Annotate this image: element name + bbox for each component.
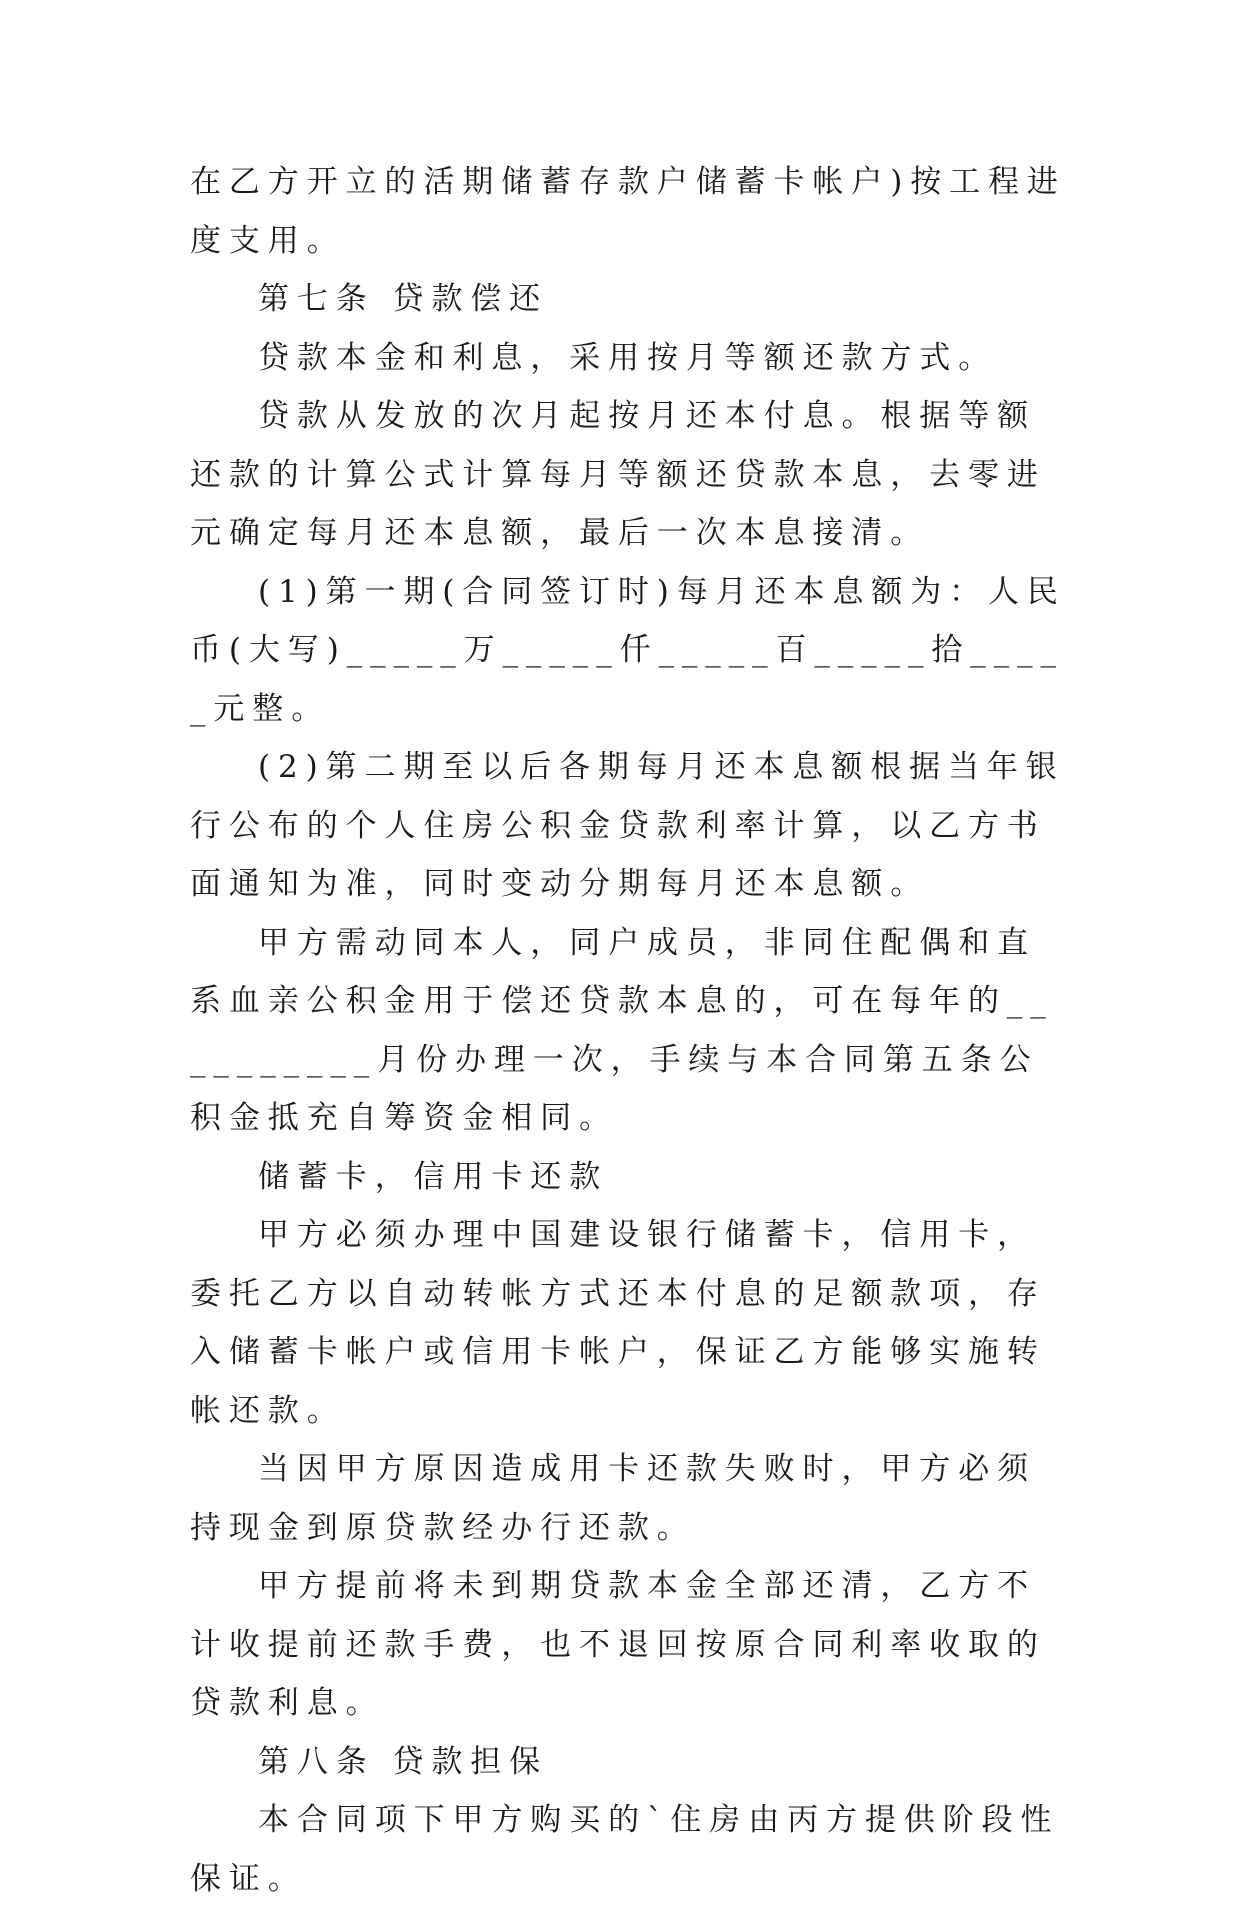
paragraph-card-failure: 当因甲方原因造成用卡还款失败时，甲方必须持现金到原贷款经办行还款。 — [190, 1451, 1036, 1546]
paragraph-provident-fund: 甲方需动同本人，同户成员，非同住配偶和直系血亲公积金用于偿还贷款本息的，可在每年的__________月份办理一次，手续与本合同第五条公积金抵充自筹资金相同。 — [190, 924, 1054, 1136]
paragraph-continuation: 在乙方开立的活期储蓄存款户储蓄卡帐户)按工程进度支用。 — [190, 164, 1066, 259]
article-8-heading: 第八条 贷款担保 — [258, 1743, 549, 1780]
card-repayment-heading: 储蓄卡，信用卡还款 — [258, 1158, 609, 1195]
paragraph-first-period: (1)第一期(合同签订时)每月还本息额为：人民币(大写)_____万_____仟_____百_____拾_____元整。 — [190, 573, 1066, 727]
paragraph-repayment-method: 贷款本金和利息，采用按月等额还款方式。 — [258, 339, 998, 376]
paragraph-repayment-schedule: 贷款从发放的次月起按月还本付息。根据等额还款的计算公式计算每月等额还贷款本息，去零进元确定每月还本息额，最后一次本息接清。 — [190, 398, 1046, 551]
article-7-heading: 第七条 贷款偿还 — [258, 281, 549, 317]
paragraph-early-repayment: 甲方提前将未到期贷款本金全部还清，乙方不计收提前还款手费，也不退回按原合同利率收取的贷款利息。 — [190, 1568, 1046, 1721]
paragraph-guarantee: 本合同项下甲方购买的`住房由丙方提供阶段性保证。 — [190, 1802, 1060, 1897]
paragraph-card-setup: 甲方必须办理中国建设银行储蓄卡，信用卡，委托乙方以自动转帐方式还本付息的足额款项，存入储蓄卡帐户或信用卡帐户，保证乙方能够实施转帐还款。 — [190, 1217, 1046, 1429]
paragraph-later-periods: (2)第二期至以后各期每月还本息额根据当年银行公布的个人住房公积金贷款利率计算，以乙方书面通知为准，同时变动分期每月还本息额。 — [190, 749, 1065, 902]
